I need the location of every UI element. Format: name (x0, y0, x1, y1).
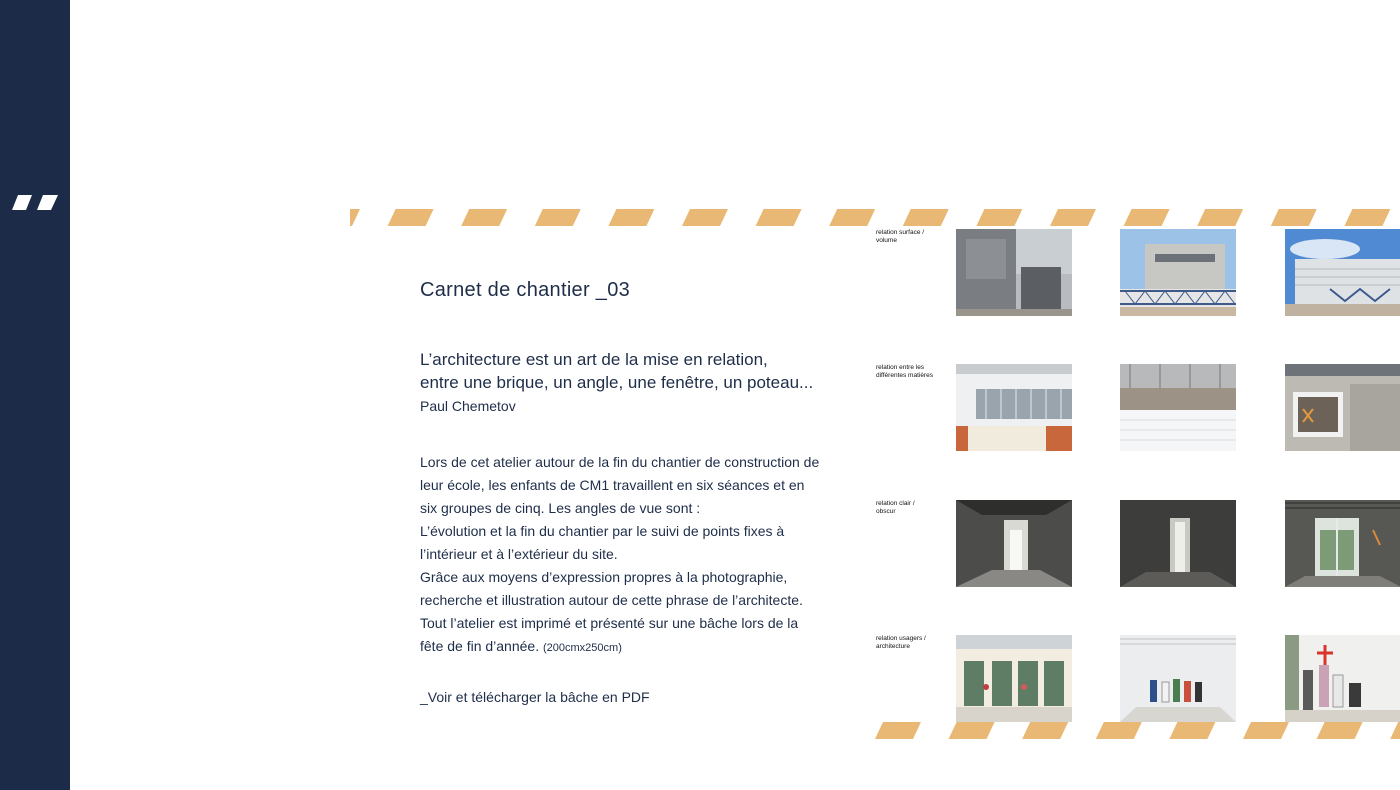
hazard-stripe (829, 209, 875, 226)
hazard-stripe (682, 209, 728, 226)
hazard-stripe (461, 209, 507, 226)
hazard-stripe (1390, 722, 1400, 739)
description-paragraph (420, 612, 820, 660)
children-posing-window-photo[interactable] (1285, 635, 1400, 722)
quote-author: Paul Chemetov (420, 398, 516, 414)
hazard-stripe (1096, 722, 1142, 739)
hazard-stripe (388, 209, 434, 226)
row-label-line: volume (876, 236, 897, 244)
gallery-row-label (876, 500, 948, 515)
hazard-stripe (535, 209, 581, 226)
row-label-line: relation surface / (876, 229, 925, 236)
row-label-line: relation usagers / (876, 635, 926, 642)
hazard-stripe (1022, 722, 1068, 739)
hazard-stripe-bottom (875, 722, 1400, 739)
hazard-stripe (1050, 209, 1096, 226)
hazard-stripe (1169, 722, 1215, 739)
hazard-stripe (903, 209, 949, 226)
sidebar (0, 0, 70, 790)
download-pdf-link[interactable]: _Voir et télécharger la bâche en PDF (420, 689, 650, 705)
architect-quote (420, 348, 820, 394)
hazard-stripe (608, 209, 654, 226)
row-label-line: architecture (876, 642, 910, 650)
hazard-stripe (1317, 722, 1363, 739)
building-with-fence-photo[interactable] (1120, 229, 1236, 316)
hazard-stripe (1271, 209, 1317, 226)
hazard-stripe (756, 209, 802, 226)
hazard-stripe (1124, 209, 1170, 226)
concrete-window-corner-photo[interactable] (1285, 364, 1400, 451)
hazard-stripe (1243, 722, 1289, 739)
description-last-sentence: Tout l’atelier est imprimé et présenté sur une bâche lors de la fête de fin d’année. (420, 615, 799, 654)
row-label-line: relation entre les (876, 364, 925, 371)
dark-room-doorway-photo[interactable] (1120, 500, 1236, 587)
page-title: Carnet de chantier _03 (420, 279, 631, 301)
row-label-line: obscur (876, 507, 896, 515)
hazard-stripe (875, 722, 921, 739)
hazard-stripe (1197, 209, 1243, 226)
double-slash-logo-icon[interactable] (12, 195, 58, 210)
facade-grey-concrete-photo[interactable] (956, 229, 1072, 316)
hazard-stripe (1344, 209, 1390, 226)
interior-bright-window-photo[interactable] (1285, 500, 1400, 587)
gallery-row-label (876, 364, 948, 379)
hazard-stripe (350, 209, 360, 226)
description-paragraph: Grâce aux moyens d’expression propres à la photographie, recherche et illustration autour de cette phrase de l’architecte. (420, 569, 803, 608)
hazard-stripe (949, 722, 995, 739)
quote-line-1: L’architecture est un art de la mise en relation, (420, 350, 768, 369)
white-cladding-blue-sky-photo[interactable] (1285, 229, 1400, 316)
description (420, 451, 820, 660)
hazard-stripe (976, 209, 1022, 226)
row-label-line: différentes matières (876, 371, 933, 379)
hazard-stripe-top (350, 209, 1400, 226)
children-at-facade-photo[interactable] (956, 635, 1072, 722)
banner-dimensions: (200cmx250cm) (543, 642, 622, 654)
scaffolding-white-wall-photo[interactable] (1120, 364, 1236, 451)
row-label-line: relation clair / (876, 500, 915, 507)
quote-line-2: entre une brique, un angle, une fenêtre, un poteau... (420, 373, 814, 392)
gallery-row-label (876, 635, 948, 650)
gallery-row-label (876, 229, 948, 244)
glass-facade-brick-photo[interactable] (956, 364, 1072, 451)
description-paragraph: Lors de cet atelier autour de la fin du chantier de construction de leur école, les enfants de CM1 travaillent en six séances et en six groupes de cinq. Les angles de vue sont : (420, 454, 820, 516)
dark-interior-corridor-photo[interactable] (956, 500, 1072, 587)
description-paragraph: L’évolution et la fin du chantier par le suivi de points fixes à l’intérieur et à l’extérieur du site. (420, 523, 785, 562)
children-in-white-room-photo[interactable] (1120, 635, 1236, 722)
